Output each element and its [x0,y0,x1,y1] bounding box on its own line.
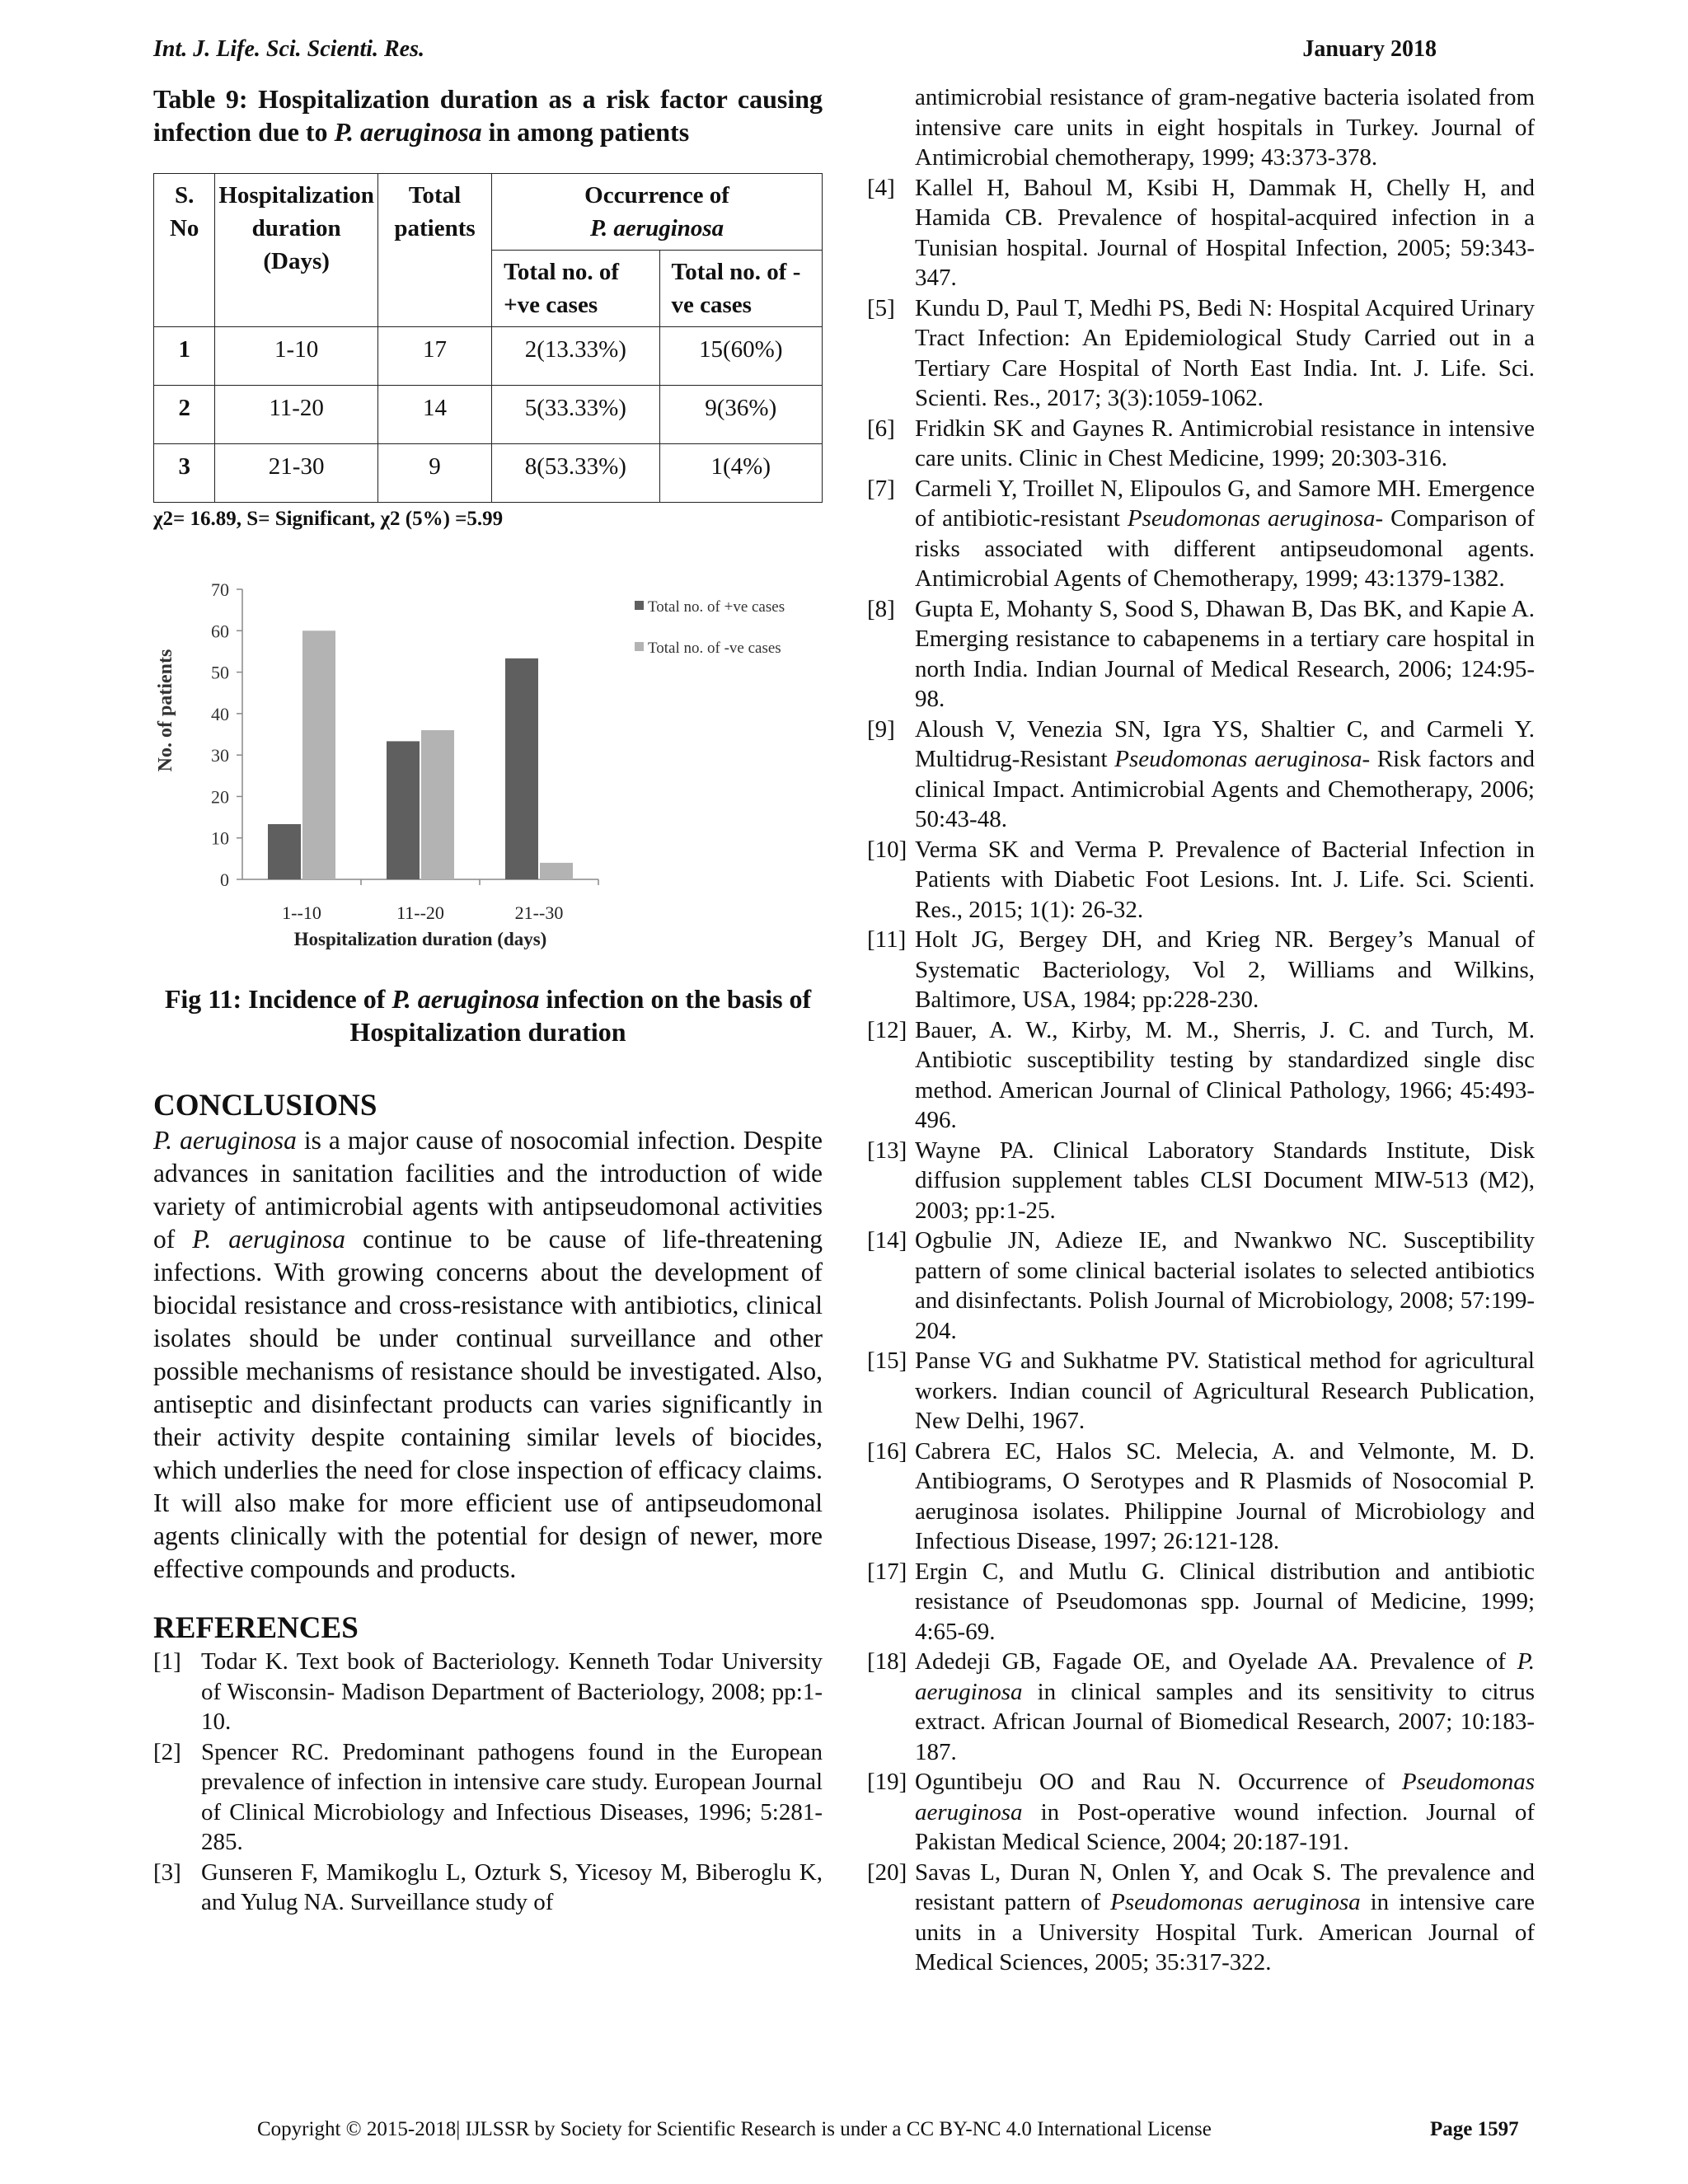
reference-text: Spencer RC. Predominant pathogens found in the European prevalence of infection in intensive care study. European Journal of Clinical Microbiology and Infectious Diseases, 1996; 5:281-285. [201,1738,823,1855]
reference-item [867,173,1535,293]
table-row [154,444,823,503]
y-tick-label: 60 [211,621,229,642]
reference-species: Pseudomonas aeruginosa [1110,1889,1361,1915]
figure-caption-tail: infection on the basis of Hospitalization duration [349,984,812,1047]
references-heading: REFERENCES [153,1611,359,1645]
bar [505,658,538,879]
reference-item [867,1226,1535,1346]
reference-item [867,474,1535,594]
y-tick-label: 0 [220,869,229,890]
reference-text: Oguntibeju OO and Rau N. Occurrence of Pseudomonas aeruginosa in Post-operative wound infection. Journal of Pakistan Medical Science, 2004; 20:187-191. [915,1769,1535,1855]
cell-duration: 11-20 [215,386,378,444]
reference-item [867,1647,1535,1767]
reference-number: [5] [867,294,895,321]
header-sno: S. No [154,174,215,327]
legend-swatch [635,601,644,610]
cell-sno: 2 [154,386,215,444]
reference-number: [17] [867,1558,907,1585]
cell-positive: 5(33.33%) [492,386,659,444]
header-total: Total patients [377,174,491,327]
cell-negative: 9(36%) [659,386,822,444]
issue-date: January 2018 [1302,36,1437,62]
table-caption-text: Table 9: Hospitalization duration as a risk factor causing infection due to [153,84,823,147]
page-number: Page 1597 [1430,2118,1519,2140]
x-axis-label: Hospitalization duration (days) [293,929,547,949]
conclusions-species: P. aeruginosa [192,1225,346,1254]
x-tick-label: 11--20 [396,902,444,923]
reference-number: [6] [867,415,895,442]
cell-total: 17 [377,327,491,386]
reference-item [867,1015,1535,1136]
conclusions-text-1: is a major cause of nosocomial infection. Despite advances in sanitation facilities and the introduction of wide variety of antimicrobial agents with antipseudomonal activities of [153,1126,823,1254]
reference-number: [20] [867,1858,907,1886]
cell-total: 9 [377,444,491,503]
reference-species: Pseudomonas aeruginosa [1127,505,1376,532]
reference-text: Gupta E, Mohanty S, Sood S, Dhawan B, Das BK, and Kapie A. Emerging resistance to cabapenems in a tertiary care hospital in north India. Indian Journal of Medical Research, 2006; 124:95-98. [915,595,1535,712]
y-tick-label: 20 [211,786,229,808]
bar [302,630,335,879]
conclusions-lead: P. aeruginosa [153,1126,297,1155]
y-axis-label: No. of patients [155,649,176,772]
cell-sno: 1 [154,327,215,386]
reference-item [867,835,1535,926]
reference-text: Savas L, Duran N, Onlen Y, and Ocak S. The prevalence and resistant pattern of Pseudomonas aeruginosa in intensive care units in a University Hospital Turk. American Journal of Medical Sciences, 2005; 35:317-322. [915,1858,1536,1975]
reference-text: Ogbulie JN, Adieze IE, and Nwankwo NC. Susceptibility pattern of some clinical bacterial isolates to selected antibiotics and disinfectants. Polish Journal of Microbiology, 2008; 57:199-204. [915,1227,1535,1344]
conclusions-heading: CONCLUSIONS [153,1089,377,1122]
hospitalization-table [153,173,823,503]
reference-item [153,1858,823,1918]
reference-text: Adedeji GB, Fagade OE, and Oyelade AA. Prevalence of P. aeruginosa in clinical samples and its sensitivity to citrus extract. African Journal of Biomedical Research, 2007; 10:183-187. [915,1648,1535,1765]
x-tick-label: 1--10 [282,902,321,923]
reference-number: [8] [867,595,895,622]
figure-caption-species: P. aeruginosa [392,984,540,1014]
reference-text: Holt JG, Bergey DH, and Krieg NR. Bergey’s Manual of Systematic Bacteriology, Vol 2, Williams and Wilkins, Baltimore, USA, 1984; pp:228-230. [915,926,1535,1013]
conclusions-text-2: continue to be cause of life-threatening infections. With growing concerns about the development of biocidal resistance and cross-resistance with antibiotics, clinical isolates should be under continual surveillance and other possible mechanisms of resistance should be investigated. Also, antiseptic and disinfectant products can varies significantly in their activity despite containing similar levels of biocides, which underlies the need for close inspection of efficacy claims. It will also make for more efficient use of antipseudomonal agents clinically with the potential for design of newer, more effective compounds and products. [153,1225,823,1583]
table-caption [153,82,823,148]
cell-sno: 3 [154,444,215,503]
bar [387,741,420,879]
header-occurrence [492,174,823,251]
reference-text: Gunseren F, Mamikoglu L, Ozturk S, Yicesoy M, Biberoglu K, and Yulug NA. Surveillance study of [201,1858,823,1915]
reference-number: [13] [867,1137,907,1164]
cell-positive: 2(13.33%) [492,327,659,386]
reference-item [867,1436,1535,1557]
reference-species: P. aeruginosa [915,1648,1535,1705]
conclusions-paragraph [153,1124,823,1586]
reference-number: [12] [867,1016,907,1043]
reference-number: [19] [867,1769,907,1795]
reference-text: Wayne PA. Clinical Laboratory Standards Institute, Disk diffusion supplement tables CLSI Document MIW-513 (M2), 2003; pp:1-25. [915,1137,1535,1224]
cell-duration: 21-30 [215,444,378,503]
reference-item [867,594,1535,715]
y-tick-label: 70 [211,579,229,600]
legend-label: Total no. of +ve cases [648,598,785,616]
reference-number: [2] [153,1738,181,1765]
reference-text: Bauer, A. W., Kirby, M. M., Sherris, J. C. and Turch, M. Antibiotic susceptibility testing by standardized single disc method. American Journal of Clinical Pathology, 1966; 45:493-496. [915,1016,1535,1133]
reference-item [867,1858,1535,1978]
cell-negative: 1(4%) [659,444,822,503]
reference-text: Kundu D, Paul T, Medhi PS, Bedi N: Hospital Acquired Urinary Tract Infection: An Epidemiological Study Carried out in a Tertiary Care Hospital of North East India. Int. J. Life. Sci. Scienti. Res., 2017; 3(3):1059-1062. [915,294,1535,411]
reference-number: [9] [867,715,895,743]
y-tick-label: 40 [211,703,229,724]
reference-item [153,1737,823,1858]
copyright-notice: Copyright © 2015-2018| IJLSSR by Society for Scientific Research is under a CC BY-NC 4.0 International License [257,2118,1212,2140]
left-column [153,82,823,1918]
reference-number: [7] [867,475,895,502]
reference-text: Verma SK and Verma P. Prevalence of Bacterial Infection in Patients with Diabetic Foot Lesions. Int. J. Life. Sci. Scienti. Res., 2015; 1(1): 26-32. [915,836,1535,923]
references-list-left [153,1647,823,1918]
reference-item [867,925,1535,1015]
bar-chart-svg [153,562,823,982]
cell-total: 14 [377,386,491,444]
table-row [154,386,823,444]
y-tick-label: 30 [211,745,229,766]
chi-square-note: χ2= 16.89, S= Significant, χ2 (5%) =5.99 [153,508,504,530]
y-tick-label: 50 [211,662,229,683]
x-tick-label: 21--30 [514,902,564,923]
reference-number: [15] [867,1347,907,1374]
cell-negative: 15(60%) [659,327,822,386]
reference-item [153,1647,823,1737]
header-positive: Total no. of +ve cases [492,251,659,327]
reference-item [867,1557,1535,1647]
reference-number: [18] [867,1648,907,1675]
cell-positive: 8(53.33%) [492,444,659,503]
header-occurrence-species: P. aeruginosa [589,215,724,241]
reference-item [867,715,1535,835]
reference-number: [3] [153,1858,181,1886]
bar [268,824,301,879]
reference-number: [10] [867,836,907,863]
reference-item [867,1136,1535,1226]
header-duration: Hospitalization duration (Days) [215,174,378,327]
header-negative: Total no. of -ve cases [659,251,822,327]
figure-caption-text: Fig 11: Incidence of [164,984,392,1014]
reference-text: Kallel H, Bahoul M, Ksibi H, Dammak H, Chelly H, and Hamida CB. Prevalence of hospital-acquired infection in a Tunisian hospital. Journal of Hospital Infection, 2005; 59:343-347. [915,174,1535,291]
y-tick-label: 10 [211,827,229,849]
reference-continuation [867,82,1535,173]
reference-number: [4] [867,174,895,201]
table-caption-tail: in among patients [481,117,690,147]
reference-number: [14] [867,1227,907,1254]
journal-header: Int. J. Life. Sci. Scienti. Res. [153,36,424,62]
bar [540,863,573,879]
figure-caption [153,982,823,1048]
legend-label: Total no. of -ve cases [648,640,781,657]
reference-item [867,1767,1535,1858]
table-caption-species: P. aeruginosa [334,117,482,147]
legend-swatch [635,642,644,651]
header-occurrence-label: Occurrence of [584,182,729,209]
reference-item [867,414,1535,474]
reference-text: Fridkin SK and Gaynes R. Antimicrobial resistance in intensive care units. Clinic in Chest Medicine, 1999; 20:303-316. [915,415,1535,471]
reference-text: Aloush V, Venezia SN, Igra YS, Shaltier C, and Carmeli Y. Multidrug-Resistant Pseudomonas aeruginosa- Risk factors and clinical Impact. Antimicrobial Agents and Chemotherapy, 2006; 50:43-48. [915,715,1535,832]
reference-text: Cabrera EC, Halos SC. Melecia, A. and Velmonte, M. D. Antibiograms, O Serotypes and R Plasmids of Nosocomial P. aeruginosa isolates. Philippine Journal of Microbiology and Infectious Disease, 1997; 26:121-128. [915,1437,1535,1554]
table-row [154,327,823,386]
reference-number: [11] [867,926,907,953]
reference-item [867,293,1535,414]
reference-number: [1] [153,1648,181,1675]
bar-chart [153,562,823,982]
reference-species: Pseudomonas aeruginosa [915,1769,1535,1825]
reference-text: antimicrobial resistance of gram-negative bacteria isolated from intensive care units in eight hospitals in Turkey. Journal of Antimicrobial chemotherapy, 1999; 43:373-378. [915,84,1535,171]
reference-text: Todar K. Text book of Bacteriology. Kenneth Todar University of Wisconsin- Madison Department of Bacteriology, 2008; pp:1-10. [201,1648,823,1735]
reference-number: [16] [867,1437,907,1465]
reference-item [867,1346,1535,1436]
right-column [867,82,1535,1978]
reference-species: Pseudomonas aeruginosa [1114,746,1362,772]
reference-text: Carmeli Y, Troillet N, Elipoulos G, and Samore MH. Emergence of antibiotic-resistant Pseudomonas aeruginosa- Comparison of risks associated with different antipseudomonal agents. Antimicrobial Agents of Chemotherapy, 1999; 43:1379-1382. [915,475,1535,592]
cell-duration: 1-10 [215,327,378,386]
reference-text: Panse VG and Sukhatme PV. Statistical method for agricultural workers. Indian council of Agricultural Research Publication, New Delhi, 1967. [915,1347,1535,1434]
references-list-right [867,82,1535,1978]
reference-text: Ergin C, and Mutlu G. Clinical distribution and antibiotic resistance of Pseudomonas spp. Journal of Medicine, 1999; 4:65-69. [915,1558,1535,1645]
bar [421,730,454,879]
